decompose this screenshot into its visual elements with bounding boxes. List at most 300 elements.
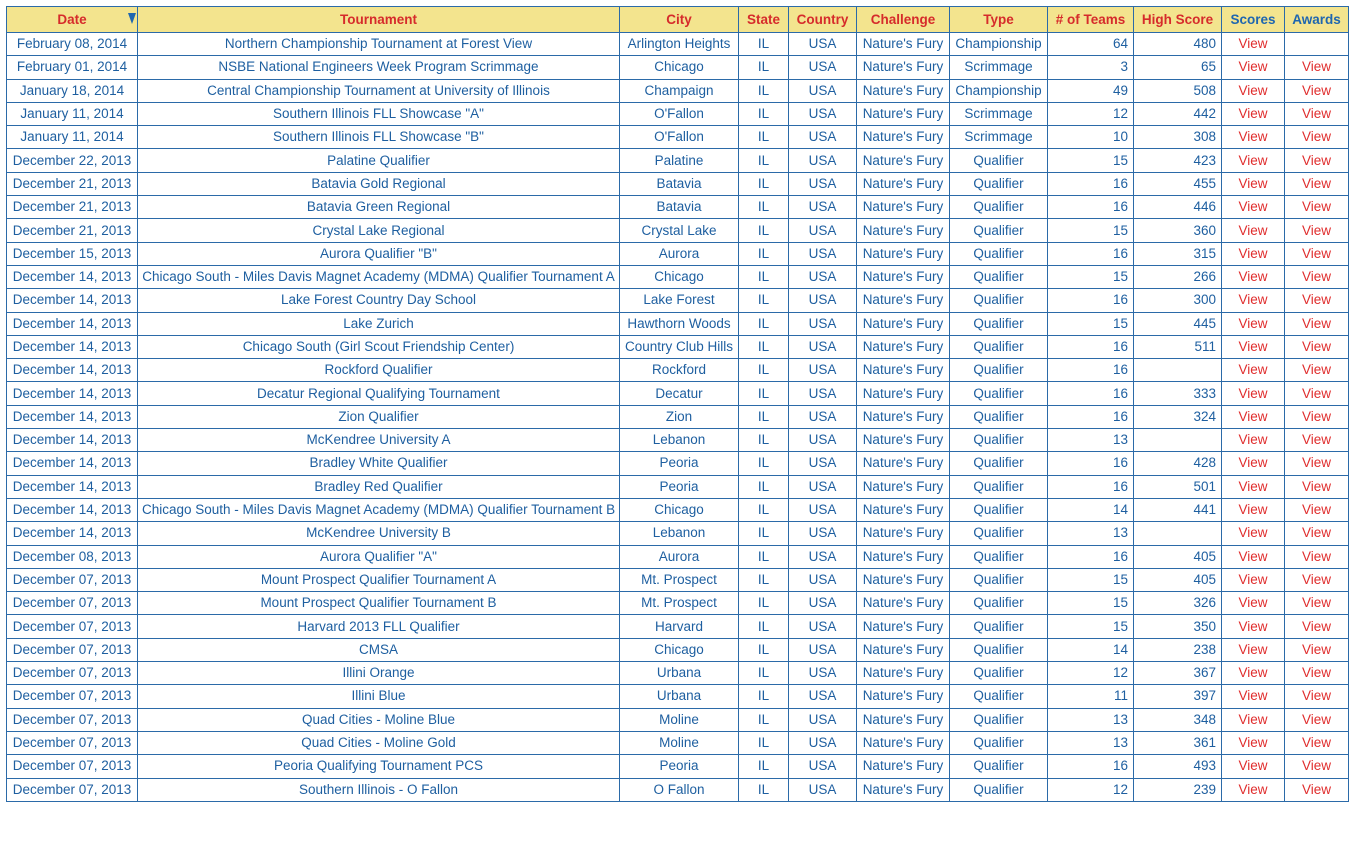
type-cell: Scrimmage [950,56,1048,79]
type-cell: Qualifier [950,172,1048,195]
high-score-cell: 326 [1134,592,1222,615]
state-cell: IL [739,755,789,778]
date-cell: December 14, 2013 [7,475,138,498]
awards-view-link[interactable]: View [1285,615,1349,638]
date-cell: December 07, 2013 [7,755,138,778]
scores-view-link[interactable]: View [1222,359,1285,382]
table-row [7,196,1349,219]
teams-cell: 16 [1048,405,1134,428]
scores-view-link[interactable]: View [1222,452,1285,475]
table-row [7,335,1349,358]
high-score-cell: 442 [1134,102,1222,125]
scores-view-link[interactable]: View [1222,172,1285,195]
scores-view-link[interactable]: View [1222,56,1285,79]
tournament-cell: Quad Cities - Moline Blue [138,708,620,731]
awards-view-link[interactable]: View [1285,196,1349,219]
awards-view-link[interactable]: View [1285,79,1349,102]
date-cell: December 07, 2013 [7,685,138,708]
teams-cell: 15 [1048,265,1134,288]
country-cell: USA [789,662,857,685]
table-row [7,265,1349,288]
challenge-cell: Nature's Fury [857,242,950,265]
scores-view-link[interactable]: View [1222,662,1285,685]
date-cell: December 07, 2013 [7,731,138,754]
awards-view-link[interactable]: View [1285,755,1349,778]
teams-cell: 16 [1048,452,1134,475]
high-score-cell: 333 [1134,382,1222,405]
state-cell: IL [739,335,789,358]
city-cell: Chicago [620,638,739,661]
awards-view-link[interactable]: View [1285,382,1349,405]
high-score-cell: 493 [1134,755,1222,778]
tournament-cell: McKendree University A [138,429,620,452]
type-cell: Qualifier [950,219,1048,242]
tournament-cell: Illini Orange [138,662,620,685]
country-cell: USA [789,126,857,149]
tournament-cell: McKendree University B [138,522,620,545]
high-score-cell [1134,429,1222,452]
table-row [7,56,1349,79]
city-cell: O'Fallon [620,126,739,149]
teams-cell: 13 [1048,708,1134,731]
state-cell: IL [739,382,789,405]
awards-view-link [1285,33,1349,56]
awards-view-link[interactable]: View [1285,475,1349,498]
date-cell: December 14, 2013 [7,452,138,475]
state-cell: IL [739,172,789,195]
challenge-cell: Nature's Fury [857,335,950,358]
country-cell: USA [789,475,857,498]
date-cell: December 14, 2013 [7,522,138,545]
type-cell: Qualifier [950,778,1048,801]
state-cell: IL [739,452,789,475]
tournament-cell: Lake Zurich [138,312,620,335]
awards-view-link[interactable]: View [1285,662,1349,685]
state-cell: IL [739,265,789,288]
date-cell: December 08, 2013 [7,545,138,568]
tournament-cell: Illini Blue [138,685,620,708]
type-cell: Qualifier [950,312,1048,335]
country-cell: USA [789,359,857,382]
awards-view-link[interactable]: View [1285,102,1349,125]
scores-view-link[interactable]: View [1222,335,1285,358]
state-cell: IL [739,56,789,79]
table-row [7,382,1349,405]
high-score-cell: 324 [1134,405,1222,428]
tournament-cell: Mount Prospect Qualifier Tournament A [138,568,620,591]
high-score-cell: 397 [1134,685,1222,708]
teams-cell: 14 [1048,638,1134,661]
country-cell: USA [789,545,857,568]
state-cell: IL [739,615,789,638]
header-city[interactable]: City [620,7,739,33]
header-state[interactable]: State [739,7,789,33]
date-cell: December 21, 2013 [7,219,138,242]
date-cell: December 07, 2013 [7,592,138,615]
state-cell: IL [739,33,789,56]
state-cell: IL [739,359,789,382]
state-cell: IL [739,242,789,265]
type-cell: Qualifier [950,568,1048,591]
scores-view-link[interactable]: View [1222,289,1285,312]
country-cell: USA [789,405,857,428]
table-row [7,522,1349,545]
date-cell: December 15, 2013 [7,242,138,265]
scores-view-link[interactable]: View [1222,731,1285,754]
high-score-cell: 315 [1134,242,1222,265]
high-score-cell: 508 [1134,79,1222,102]
high-score-cell: 446 [1134,196,1222,219]
city-cell: Lebanon [620,429,739,452]
type-cell: Qualifier [950,755,1048,778]
country-cell: USA [789,79,857,102]
state-cell: IL [739,289,789,312]
challenge-cell: Nature's Fury [857,755,950,778]
type-cell: Qualifier [950,335,1048,358]
challenge-cell: Nature's Fury [857,359,950,382]
table-row [7,755,1349,778]
header-tournament[interactable]: Tournament [138,7,620,33]
high-score-cell: 360 [1134,219,1222,242]
table-row [7,33,1349,56]
type-cell: Qualifier [950,359,1048,382]
city-cell: O Fallon [620,778,739,801]
country-cell: USA [789,196,857,219]
city-cell: Peoria [620,452,739,475]
country-cell: USA [789,172,857,195]
city-cell: Peoria [620,755,739,778]
type-cell: Qualifier [950,522,1048,545]
teams-cell: 16 [1048,475,1134,498]
tournament-cell: Peoria Qualifying Tournament PCS [138,755,620,778]
country-cell: USA [789,429,857,452]
challenge-cell: Nature's Fury [857,429,950,452]
tournament-cell: Quad Cities - Moline Gold [138,731,620,754]
high-score-cell: 350 [1134,615,1222,638]
high-score-cell [1134,522,1222,545]
teams-cell: 3 [1048,56,1134,79]
scores-view-link[interactable]: View [1222,755,1285,778]
teams-cell: 14 [1048,498,1134,521]
type-cell: Qualifier [950,242,1048,265]
table-row [7,429,1349,452]
date-cell: February 08, 2014 [7,33,138,56]
scores-view-link[interactable]: View [1222,102,1285,125]
state-cell: IL [739,149,789,172]
city-cell: Moline [620,708,739,731]
table-row [7,405,1349,428]
awards-view-link[interactable]: View [1285,498,1349,521]
table-row [7,708,1349,731]
table-row [7,568,1349,591]
challenge-cell: Nature's Fury [857,615,950,638]
teams-cell: 49 [1048,79,1134,102]
challenge-cell: Nature's Fury [857,685,950,708]
tournament-cell: Southern Illinois FLL Showcase "A" [138,102,620,125]
challenge-cell: Nature's Fury [857,452,950,475]
city-cell: Harvard [620,615,739,638]
challenge-cell: Nature's Fury [857,498,950,521]
challenge-cell: Nature's Fury [857,33,950,56]
awards-view-link[interactable]: View [1285,592,1349,615]
scores-view-link[interactable]: View [1222,615,1285,638]
scores-view-link[interactable]: View [1222,545,1285,568]
country-cell: USA [789,592,857,615]
table-row [7,498,1349,521]
table-row [7,662,1349,685]
type-cell: Scrimmage [950,102,1048,125]
awards-view-link[interactable]: View [1285,568,1349,591]
awards-view-link[interactable]: View [1285,242,1349,265]
city-cell: Zion [620,405,739,428]
high-score-cell: 65 [1134,56,1222,79]
country-cell: USA [789,312,857,335]
high-score-cell: 428 [1134,452,1222,475]
tournament-cell: Central Championship Tournament at University of Illinois [138,79,620,102]
tournament-cell: Decatur Regional Qualifying Tournament [138,382,620,405]
city-cell: Mt. Prospect [620,568,739,591]
challenge-cell: Nature's Fury [857,312,950,335]
teams-cell: 13 [1048,731,1134,754]
challenge-cell: Nature's Fury [857,56,950,79]
state-cell: IL [739,778,789,801]
teams-cell: 12 [1048,102,1134,125]
city-cell: Chicago [620,56,739,79]
challenge-cell: Nature's Fury [857,708,950,731]
type-cell: Qualifier [950,592,1048,615]
city-cell: Hawthorn Woods [620,312,739,335]
state-cell: IL [739,522,789,545]
header-high-score[interactable]: High Score [1134,7,1222,33]
scores-view-link[interactable]: View [1222,126,1285,149]
country-cell: USA [789,149,857,172]
type-cell: Qualifier [950,429,1048,452]
teams-cell: 11 [1048,685,1134,708]
awards-view-link[interactable]: View [1285,149,1349,172]
high-score-cell: 423 [1134,149,1222,172]
scores-view-link[interactable]: View [1222,196,1285,219]
teams-cell: 15 [1048,219,1134,242]
scores-view-link[interactable]: View [1222,708,1285,731]
awards-view-link[interactable]: View [1285,638,1349,661]
challenge-cell: Nature's Fury [857,731,950,754]
awards-view-link[interactable]: View [1285,685,1349,708]
awards-view-link[interactable]: View [1285,219,1349,242]
awards-view-link[interactable]: View [1285,522,1349,545]
country-cell: USA [789,265,857,288]
scores-view-link[interactable]: View [1222,685,1285,708]
city-cell: Champaign [620,79,739,102]
teams-cell: 16 [1048,172,1134,195]
city-cell: O'Fallon [620,102,739,125]
scores-view-link[interactable]: View [1222,242,1285,265]
table-row [7,289,1349,312]
header-teams[interactable]: # of Teams [1048,7,1134,33]
country-cell: USA [789,452,857,475]
tournament-cell: Aurora Qualifier "A" [138,545,620,568]
tournament-cell: Bradley White Qualifier [138,452,620,475]
scores-view-link[interactable]: View [1222,638,1285,661]
state-cell: IL [739,312,789,335]
type-cell: Qualifier [950,405,1048,428]
awards-view-link[interactable]: View [1285,778,1349,801]
date-cell: February 01, 2014 [7,56,138,79]
challenge-cell: Nature's Fury [857,289,950,312]
awards-view-link[interactable]: View [1285,172,1349,195]
type-cell: Qualifier [950,452,1048,475]
scores-view-link[interactable]: View [1222,498,1285,521]
date-cell: December 14, 2013 [7,359,138,382]
scores-view-link[interactable]: View [1222,522,1285,545]
city-cell: Palatine [620,149,739,172]
teams-cell: 15 [1048,312,1134,335]
city-cell: Arlington Heights [620,33,739,56]
country-cell: USA [789,56,857,79]
type-cell: Qualifier [950,545,1048,568]
awards-view-link[interactable]: View [1285,429,1349,452]
challenge-cell: Nature's Fury [857,196,950,219]
scores-view-link[interactable]: View [1222,382,1285,405]
high-score-cell: 511 [1134,335,1222,358]
tournament-cell: Southern Illinois - O Fallon [138,778,620,801]
awards-view-link[interactable]: View [1285,545,1349,568]
header-scores: Scores [1222,7,1285,33]
date-cell: December 07, 2013 [7,662,138,685]
challenge-cell: Nature's Fury [857,405,950,428]
header-date[interactable] [7,7,138,33]
type-cell: Qualifier [950,289,1048,312]
scores-view-link[interactable]: View [1222,149,1285,172]
sort-desc-icon [128,13,136,24]
table-row [7,592,1349,615]
challenge-cell: Nature's Fury [857,382,950,405]
type-cell: Qualifier [950,149,1048,172]
challenge-cell: Nature's Fury [857,149,950,172]
teams-cell: 64 [1048,33,1134,56]
tournament-table [6,6,1349,802]
high-score-cell: 367 [1134,662,1222,685]
country-cell: USA [789,219,857,242]
teams-cell: 16 [1048,289,1134,312]
city-cell: Mt. Prospect [620,592,739,615]
tournament-cell: Zion Qualifier [138,405,620,428]
state-cell: IL [739,498,789,521]
scores-view-link[interactable]: View [1222,475,1285,498]
date-cell: December 14, 2013 [7,498,138,521]
city-cell: Batavia [620,172,739,195]
table-row [7,312,1349,335]
awards-view-link[interactable]: View [1285,126,1349,149]
date-cell: December 07, 2013 [7,615,138,638]
scores-view-link[interactable]: View [1222,568,1285,591]
header-country[interactable]: Country [789,7,857,33]
state-cell: IL [739,708,789,731]
awards-view-link[interactable]: View [1285,731,1349,754]
teams-cell: 16 [1048,196,1134,219]
scores-view-link[interactable]: View [1222,778,1285,801]
scores-view-link[interactable]: View [1222,592,1285,615]
tournament-cell: Northern Championship Tournament at Forest View [138,33,620,56]
city-cell: Lebanon [620,522,739,545]
awards-view-link[interactable]: View [1285,335,1349,358]
city-cell: Decatur [620,382,739,405]
awards-view-link[interactable]: View [1285,56,1349,79]
scores-view-link[interactable]: View [1222,312,1285,335]
awards-view-link[interactable]: View [1285,359,1349,382]
awards-view-link[interactable]: View [1285,708,1349,731]
tournament-cell: Palatine Qualifier [138,149,620,172]
challenge-cell: Nature's Fury [857,265,950,288]
awards-view-link[interactable]: View [1285,265,1349,288]
date-cell: December 21, 2013 [7,172,138,195]
header-type[interactable]: Type [950,7,1048,33]
awards-view-link[interactable]: View [1285,289,1349,312]
type-cell: Qualifier [950,382,1048,405]
scores-view-link[interactable]: View [1222,429,1285,452]
teams-cell: 15 [1048,592,1134,615]
date-cell: December 07, 2013 [7,638,138,661]
header-challenge[interactable]: Challenge [857,7,950,33]
tournament-cell: Batavia Green Regional [138,196,620,219]
tournament-cell: Harvard 2013 FLL Qualifier [138,615,620,638]
scores-view-link[interactable]: View [1222,405,1285,428]
table-row [7,172,1349,195]
teams-cell: 12 [1048,778,1134,801]
awards-view-link[interactable]: View [1285,405,1349,428]
teams-cell: 16 [1048,755,1134,778]
challenge-cell: Nature's Fury [857,172,950,195]
date-cell: December 07, 2013 [7,568,138,591]
awards-view-link[interactable]: View [1285,312,1349,335]
scores-view-link[interactable]: View [1222,79,1285,102]
country-cell: USA [789,498,857,521]
scores-view-link[interactable]: View [1222,33,1285,56]
country-cell: USA [789,33,857,56]
teams-cell: 13 [1048,522,1134,545]
city-cell: Lake Forest [620,289,739,312]
table-row [7,452,1349,475]
scores-view-link[interactable]: View [1222,265,1285,288]
table-row [7,731,1349,754]
date-cell: January 11, 2014 [7,126,138,149]
type-cell: Scrimmage [950,126,1048,149]
high-score-cell: 455 [1134,172,1222,195]
table-row [7,126,1349,149]
scores-view-link[interactable]: View [1222,219,1285,242]
city-cell: Batavia [620,196,739,219]
challenge-cell: Nature's Fury [857,592,950,615]
country-cell: USA [789,708,857,731]
city-cell: Urbana [620,685,739,708]
awards-view-link[interactable]: View [1285,452,1349,475]
type-cell: Qualifier [950,265,1048,288]
table-row [7,638,1349,661]
challenge-cell: Nature's Fury [857,102,950,125]
type-cell: Championship [950,79,1048,102]
country-cell: USA [789,102,857,125]
date-cell: January 18, 2014 [7,79,138,102]
high-score-cell: 238 [1134,638,1222,661]
city-cell: Peoria [620,475,739,498]
challenge-cell: Nature's Fury [857,778,950,801]
challenge-cell: Nature's Fury [857,126,950,149]
date-cell: December 14, 2013 [7,382,138,405]
teams-cell: 16 [1048,335,1134,358]
country-cell: USA [789,289,857,312]
state-cell: IL [739,592,789,615]
state-cell: IL [739,79,789,102]
city-cell: Chicago [620,498,739,521]
